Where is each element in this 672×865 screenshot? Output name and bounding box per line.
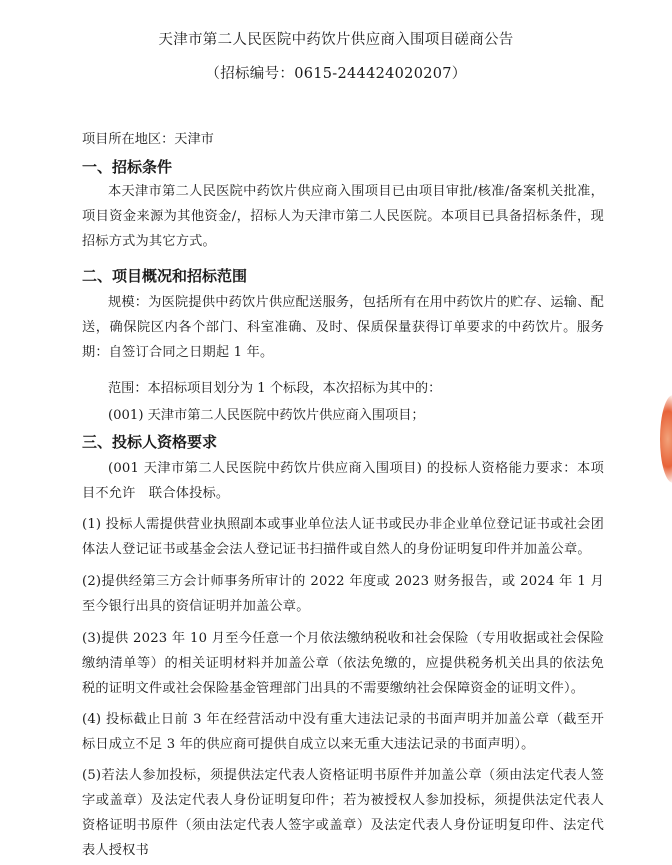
section-1-heading: 一、招标条件 xyxy=(82,158,173,176)
section-1-body: 本天津市第二人民医院中药饮片供应商入围项目已由项目审批/核准/备案机关批准，项目资金来源为其他资金/，招标人为天津市第二人民医院。本项目已具备招标条件，现招标方式为其它方式。 xyxy=(82,184,604,249)
qualification-item-1: (1) 投标人需提供营业执照副本或事业单位法人证书或民办非企业单位登记证书或社会团体法人登记证书或基金会法人登记证书扫描件或自然人的身份证明复印件并加盖公章。 xyxy=(82,517,604,557)
section-2-lot: (001) 天津市第二人民医院中药饮片供应商入围项目； xyxy=(108,408,425,423)
qualification-item-3: (3)提供 2023 年 10 月至今任意一个月依法缴纳税收和社会保险（专用收据或社会保险缴纳清单等）的相关证明材料并加盖公章（依法免缴的，应提供税务机关出具的依法免税的证明文件或社会保险基金管理部门出具的不需要缴纳社会保障资金的证明文件）。 xyxy=(82,631,604,696)
qualification-item-5: (5)若法人参加投标，须提供法定代表人资格证明书原件并加盖公章（须由法定代表人签字或盖章）及法定代表人身份证明复印件；若为被授权人参加投标，须提供法定代表人资格证明书原件（须由法定代表人签字或盖章）及法定代表人身份证明复印件、法定代表人授权书 xyxy=(82,768,604,858)
section-2-body: 规模：为医院提供中药饮片供应配送服务，包括所有在用中药饮片的贮存、运输、配送，确保院区内各个部门、科室准确、及时、保质保量获得订单要求的中药饮片。服务期：自签订合同之日期起 1 年。 xyxy=(82,295,604,360)
section-3-intro: (001 天津市第二人民医院中药饮片供应商入围项目) 的投标人资格能力要求：本项目不允许 联合体投标。 xyxy=(82,461,604,501)
qualification-item-2: (2)提供经第三方会计师事务所审计的 2022 年度或 2023 财务报告，或 2024 年 1 月至今银行出具的资信证明并加盖公章。 xyxy=(82,574,604,614)
qualification-item-4: (4) 投标截止日前 3 年在经营活动中没有重大违法记录的书面声明并加盖公章（截至开标日成立不足 3 年的供应商可提供自成立以来无重大违法记录的书面声明）。 xyxy=(82,712,604,752)
section-3-heading: 三、投标人资格要求 xyxy=(82,433,218,451)
tender-number: （招标编号：0615-244424020207） xyxy=(205,66,467,82)
document-title: 天津市第二人民医院中药饮片供应商入围项目磋商公告 xyxy=(158,32,514,48)
project-region: 项目所在地区：天津市 xyxy=(82,132,214,147)
red-seal-edge xyxy=(660,395,672,483)
section-2-heading: 二、项目概况和招标范围 xyxy=(82,267,248,285)
section-2-scope: 范围：本招标项目划分为 1 个标段，本次招标为其中的： xyxy=(108,381,442,396)
